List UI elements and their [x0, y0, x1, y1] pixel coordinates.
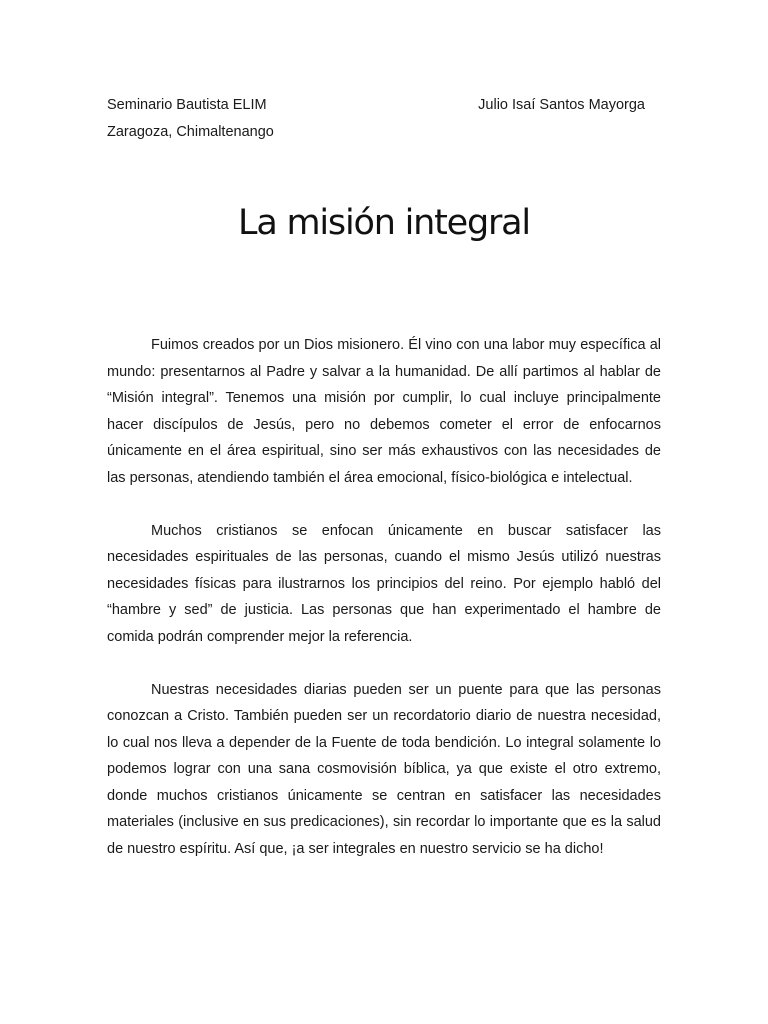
- paragraph-3: Nuestras necesidades diarias pueden ser un puente para que las personas conozcan a Cristo. También pueden ser un recordatorio diario de nuestra necesidad, lo cual nos lleva a depender de la Fuente de toda bendición. Lo integral solamente lo podemos lograr con una sana cosmovisión bíblica, ya que existe el otro extremo, donde muchos cristianos únicamente se centran en satisfacer las necesidades materiales (inclusive en sus predicaciones), sin recordar lo importante que es la salud de nuestro espíritu. Así que, ¡a ser integrales en nuestro servicio se ha dicho!: [107, 681, 661, 857]
- paragraph-1: Fuimos creados por un Dios misionero. Él vino con una labor muy específica al mundo: presentarnos al Padre y salvar a la humanidad. De allí partimos al hablar de “Misión integral”. Tenemos una misión por cumplir, lo cual incluye principalmente hacer discípulos de Jesús, pero no debemos cometer el error de enfocarnos únicamente en el área espiritual, sino ser más exhaustivos con las necesidades de las personas, atendiendo también el área emocional, físico-biológica e intelectual.: [107, 337, 661, 486]
- document-body: [107, 332, 661, 889]
- author-name: Julio Isaí Santos Mayorga: [478, 97, 645, 113]
- header-row: [107, 92, 667, 119]
- institution-name: Seminario Bautista ELIM: [107, 97, 267, 113]
- document-header: [107, 92, 667, 146]
- document-title: La misión integral: [238, 203, 530, 243]
- paragraph-2: Muchos cristianos se enfocan únicamente en buscar satisfacer las necesidades espirituales de las personas, cuando el mismo Jesús utilizó nuestras necesidades físicas para ilustrarnos los principios del reino. Por ejemplo habló del “hambre y sed” de justicia. Las personas que han experimentado el hambre de comida podrán comprender mejor la referencia.: [107, 522, 661, 645]
- location-line: Zaragoza, Chimaltenango: [107, 124, 274, 140]
